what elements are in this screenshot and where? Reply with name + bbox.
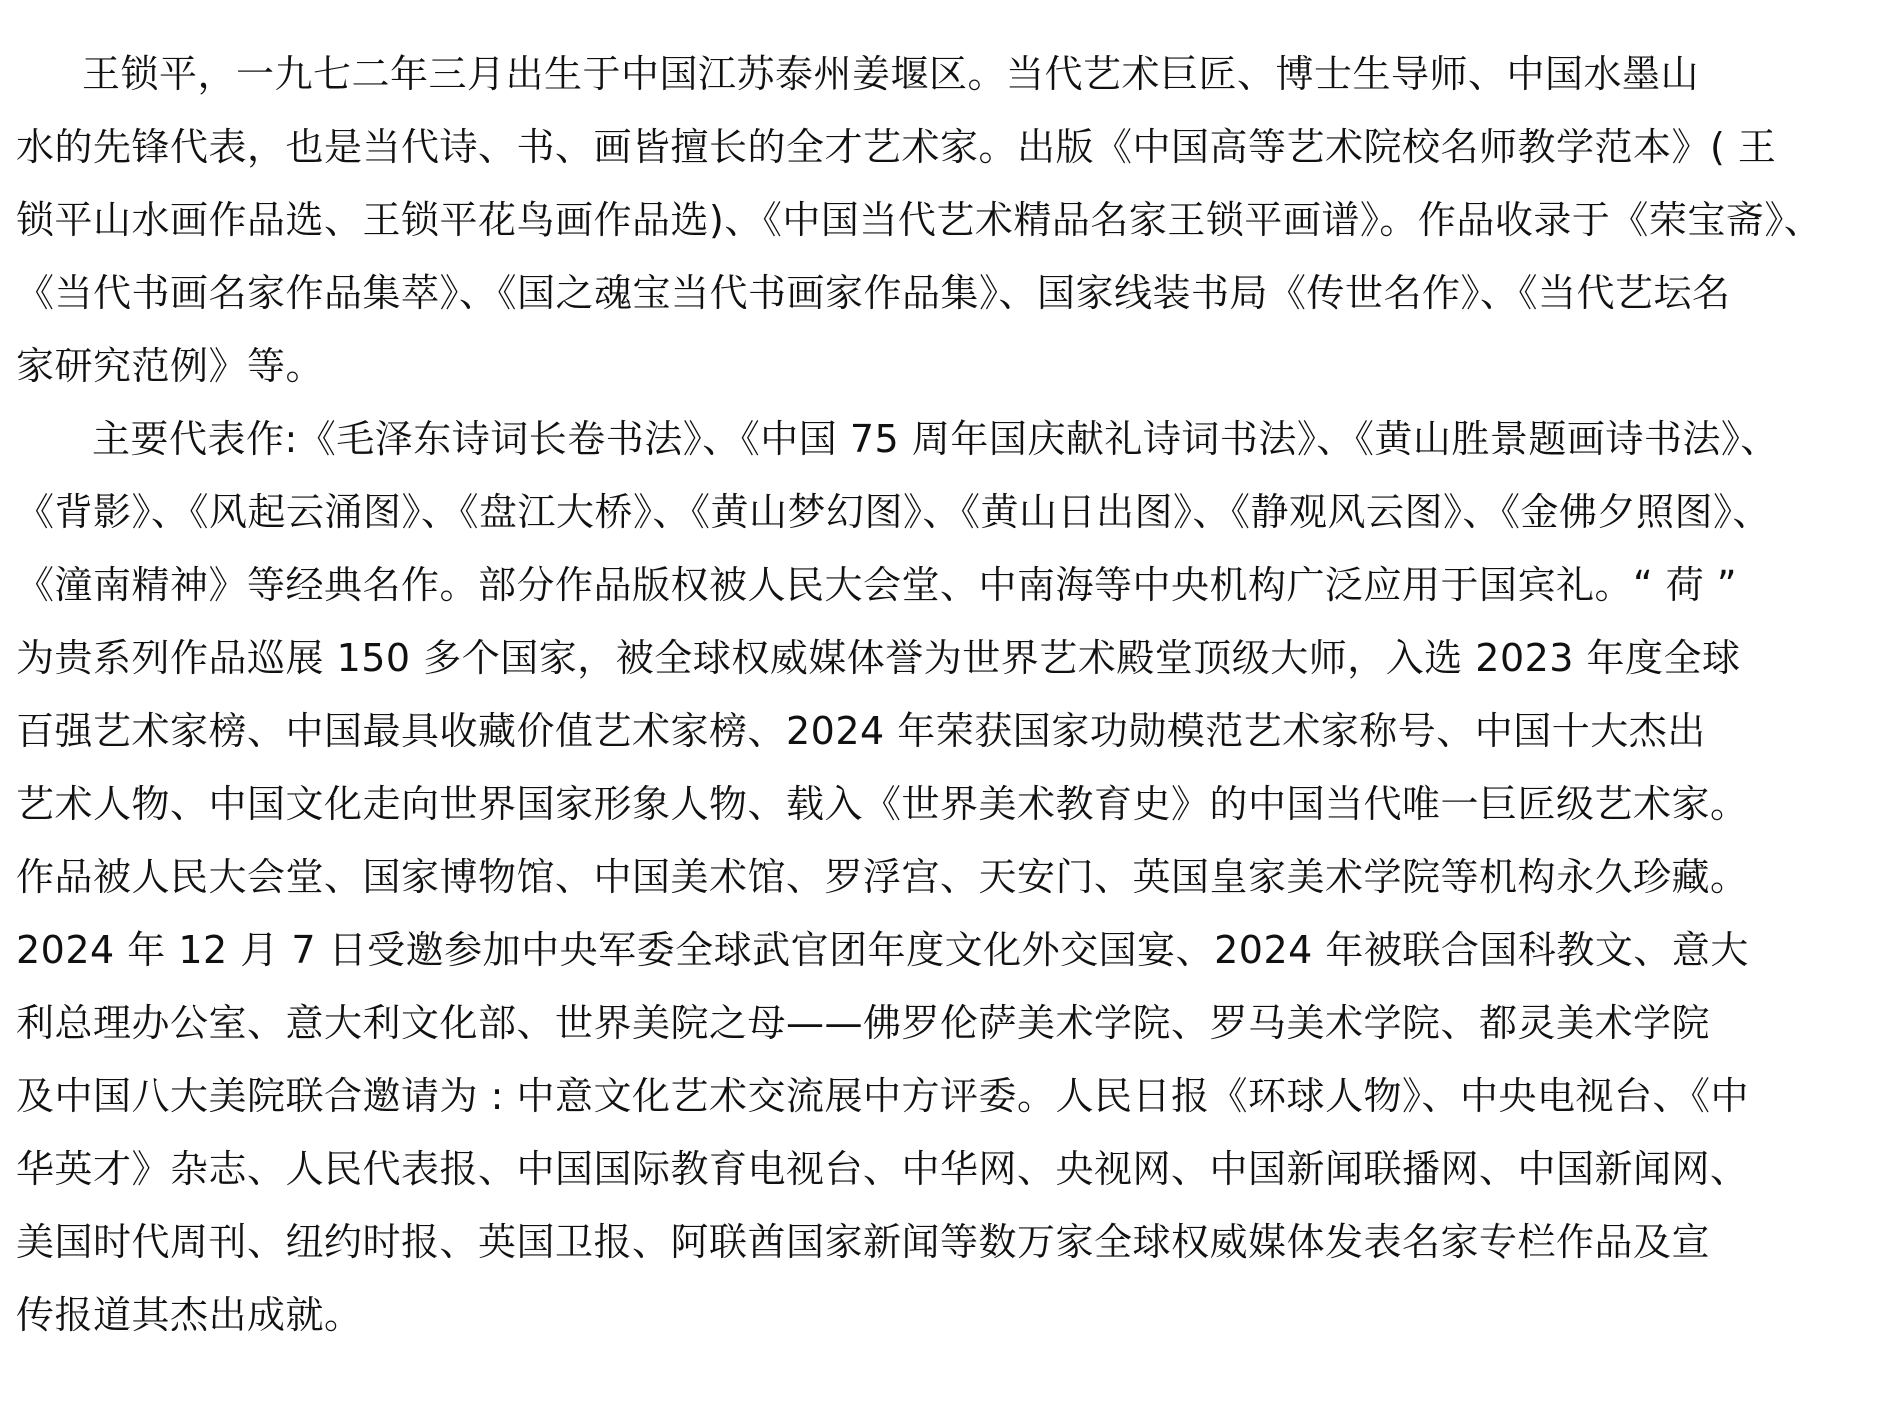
- text-line: 及中国八大美院联合邀请为 : 中意文化艺术交流展中方评委。人民日报《环球人物》、中央电视台、《中: [16, 1074, 1749, 1118]
- text-line: 作品被人民大会堂、国家博物馆、中国美术馆、罗浮宫、天安门、英国皇家美术学院等机构永久珍藏。: [16, 855, 1749, 899]
- text-line: 传报道其杰出成就。: [16, 1293, 363, 1337]
- text-line: 主要代表作:《毛泽东诗词长卷书法》、《中国 75 周年国庆献礼诗词书法》、《黄山胜景题画诗书法》、: [92, 417, 1779, 461]
- text-line: 为贵系列作品巡展 150 多个国家，被全球权威媒体誉为世界艺术殿堂顶级大师，入选 2023 年度全球: [16, 636, 1741, 680]
- text-line: 艺术人物、中国文化走向世界国家形象人物、载入《世界美术教育史》的中国当代唯一巨匠级艺术家。: [16, 782, 1749, 826]
- text-line: 锁平山水画作品选、王锁平花鸟画作品选)、《中国当代艺术精品名家王锁平画谱》。作品收录于《荣宝斋》、: [16, 198, 1823, 242]
- text-line: 王锁平，一九七二年三月出生于中国江苏泰州姜堰区。当代艺术巨匠、博士生导师、中国水墨山: [82, 52, 1700, 96]
- text-line: 水的先锋代表，也是当代诗、书、画皆擅长的全才艺术家。出版《中国高等艺术院校名师教学范本》( 王: [16, 125, 1777, 169]
- text-line: 《当代书画名家作品集萃》、《国之魂宝当代书画家作品集》、国家线装书局《传世名作》、《当代艺坛名: [16, 271, 1731, 315]
- text-line: 家研究范例》等。: [16, 344, 325, 388]
- text-line: 《背影》、《风起云涌图》、《盘江大桥》、《黄山梦幻图》、《黄山日出图》、《静观风云图》、《金佛夕照图》、: [16, 490, 1772, 534]
- text-line: 《潼南精神》等经典名作。部分作品版权被人民大会堂、中南海等中央机构广泛应用于国宾礼。“ 荷 ”: [16, 563, 1738, 607]
- text-line: 百强艺术家榜、中国最具收藏价值艺术家榜、2024 年荣获国家功勋模范艺术家称号、中国十大杰出: [16, 709, 1706, 753]
- text-line: 2024 年 12 月 7 日受邀参加中央军委全球武官团年度文化外交国宴、2024 年被联合国科教文、意大: [16, 928, 1749, 972]
- text-line: 华英才》杂志、人民代表报、中国国际教育电视台、中华网、央视网、中国新闻联播网、中国新闻网、: [16, 1147, 1749, 1191]
- text-line: 利总理办公室、意大利文化部、世界美院之母——佛罗伦萨美术学院、罗马美术学院、都灵美术学院: [16, 1001, 1711, 1045]
- text-line: 美国时代周刊、纽约时报、英国卫报、阿联酋国家新闻等数万家全球权威媒体发表名家专栏作品及宣: [16, 1220, 1711, 1264]
